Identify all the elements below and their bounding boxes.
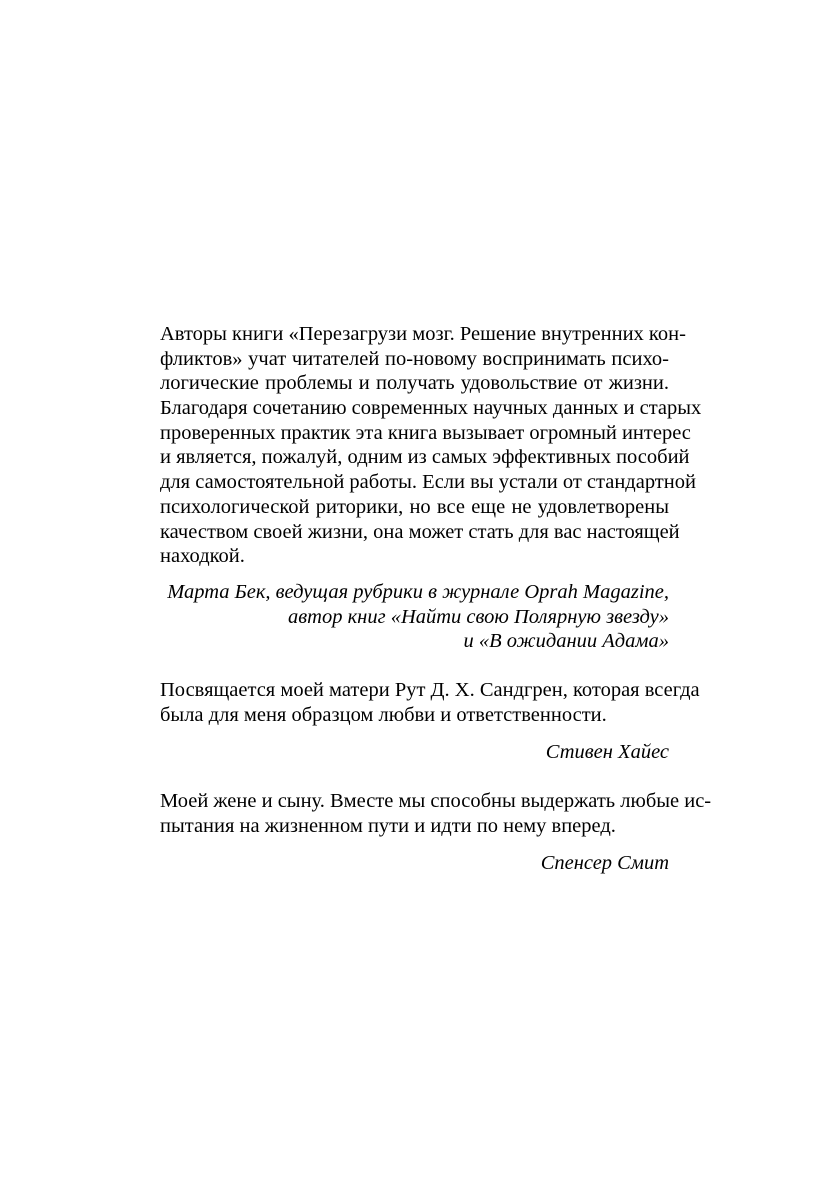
endorsement-line: психологической риторики, но все еще не удовлетворены (160, 495, 669, 518)
endorsement-line: фликтов» учат читателей по-новому воспринимать психо- (160, 347, 669, 370)
endorsement-line: и является, пожалуй, одним из самых эффективных пособий (160, 446, 690, 469)
endorsement-line: качеством своей жизни, она может стать для вас настоящей (160, 520, 680, 543)
endorsement-paragraph (160, 322, 702, 569)
page-content (160, 322, 712, 876)
endorsement-line: для самостоятельной работы. Если вы устали от стандартной (160, 471, 696, 494)
endorsement-line: Благодаря сочетанию современных научных данных и старых (160, 397, 702, 420)
endorsement-line: логические проблемы и получать удовольствие от жизни. (160, 372, 669, 395)
dedication-2-signature: Спенсер Смит (540, 852, 669, 875)
attribution-line: Марта Бек, ведущая рубрики в журнале Oprah Magazine, (167, 580, 669, 603)
attribution-line: и «В ожидании Адама» (463, 630, 669, 653)
endorsement-line: проверенных практик эта книга вызывает огромный интерес (160, 421, 691, 444)
dedication-line: пытания на жизненном пути и идти по нему вперед. (160, 814, 616, 837)
attribution-line: автор книг «Найти свою Полярную звезду» (287, 605, 669, 628)
endorsement-attribution (160, 580, 669, 654)
dedication-1-signature: Стивен Хайес (545, 741, 669, 764)
endorsement-line: Авторы книги «Перезагрузи мозг. Решение внутренних кон- (160, 323, 686, 345)
dedication-2 (160, 789, 712, 876)
dedication-1 (160, 678, 700, 765)
dedication-line: Моей жене и сыну. Вместе мы способны выдержать любые ис- (160, 790, 712, 812)
dedication-line: Посвящается моей матери Рут Д. Х. Сандгрен, которая всегда (160, 678, 700, 701)
endorsement-line: находкой. (160, 545, 245, 568)
dedication-line: была для меня образцом любви и ответственности. (160, 703, 607, 726)
